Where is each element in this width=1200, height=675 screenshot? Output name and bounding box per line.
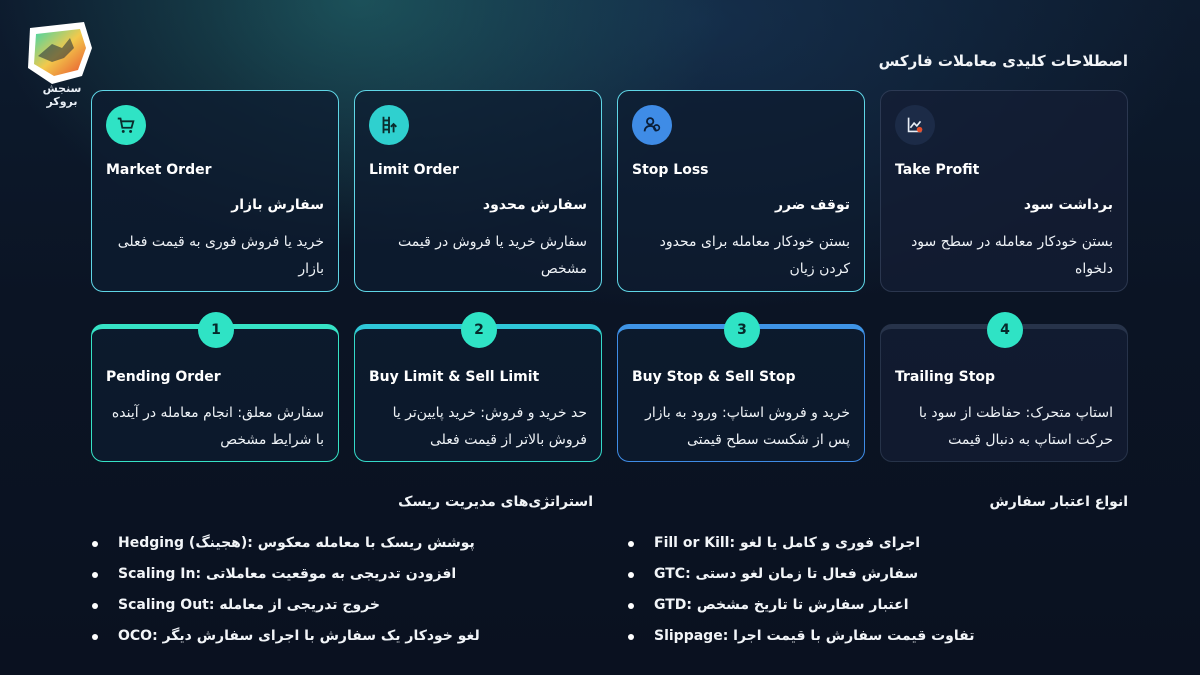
risk-section-title: استراتژی‌های مدیریت ریسک <box>398 494 593 510</box>
ladder-icon <box>369 105 409 145</box>
card-title-en: Buy Stop & Sell Stop <box>632 369 796 385</box>
step-number-badge: 2 <box>461 312 497 348</box>
list-item: GTD: اعتبار سفارش تا تاریخ مشخص <box>628 597 1108 628</box>
card-description: استاپ متحرک: حفاظت از سود با حرکت استاپ به دنبال قیمت <box>918 405 1113 448</box>
card-trailing-stop <box>880 324 1128 462</box>
chart-check-icon <box>895 105 935 145</box>
card-description: سفارش خرید یا فروش در قیمت مشخص <box>398 234 587 277</box>
card-limit-order <box>354 90 602 292</box>
risk-list <box>92 535 572 659</box>
page-title: اصطلاحات کلیدی معاملات فارکس <box>878 52 1128 70</box>
card-take-profit <box>880 90 1128 292</box>
cart-icon <box>106 105 146 145</box>
card-title-en: Market Order <box>106 162 212 178</box>
card-description: حد خرید و فروش: خرید پایین‌تر یا فروش بالاتر از قیمت فعلی <box>392 405 587 448</box>
card-title-fa: سفارش بازار <box>231 197 324 213</box>
card-description: سفارش معلق: انجام معامله در آینده با شرایط مشخص <box>111 405 324 448</box>
user-shield-icon <box>632 105 672 145</box>
list-item: GTC: سفارش فعال تا زمان لغو دستی <box>628 566 1108 597</box>
card-description: خرید یا فروش فوری به قیمت فعلی بازار <box>117 234 324 277</box>
list-item: Hedging (هجینگ): پوشش ریسک با معامله معکوس <box>92 535 572 566</box>
card-stop-loss <box>617 90 865 292</box>
validity-list <box>628 535 1108 659</box>
step-number-badge: 1 <box>198 312 234 348</box>
list-item: Slippage: تفاوت قیمت سفارش با قیمت اجرا <box>628 628 1108 659</box>
card-title-en: Limit Order <box>369 162 459 178</box>
list-item: Scaling Out: خروج تدریجی از معامله <box>92 597 572 628</box>
list-item: Fill or Kill: اجرای فوری و کامل یا لغو <box>628 535 1108 566</box>
card-description: خرید و فروش استاپ: ورود به بازار پس از شکست سطح قیمتی <box>645 405 850 448</box>
card-title-en: Trailing Stop <box>895 369 996 385</box>
card-title-fa: برداشت سود <box>1023 197 1113 213</box>
card-title-en: Stop Loss <box>632 162 709 178</box>
card-description: بستن خودکار معامله برای محدود کردن زیان <box>659 234 850 277</box>
list-item: Scaling In: افزودن تدریجی به موقعیت معاملاتی <box>92 566 572 597</box>
card-buy-sell-stop <box>617 324 865 462</box>
card-title-en: Take Profit <box>895 162 980 178</box>
list-item: OCO: لغو خودکار یک سفارش با اجرای سفارش دیگر <box>92 628 572 659</box>
logo-text: سنجش بروکر <box>42 82 82 108</box>
card-buy-sell-limit <box>354 324 602 462</box>
card-title-fa: توقف ضرر <box>774 197 850 213</box>
validity-section-title: انواع اعتبار سفارش <box>989 494 1128 510</box>
card-market-order <box>91 90 339 292</box>
card-title-fa: سفارش محدود <box>482 197 587 213</box>
card-title-en: Buy Limit & Sell Limit <box>369 369 540 385</box>
step-number-badge: 4 <box>987 312 1023 348</box>
step-number-badge: 3 <box>724 312 760 348</box>
card-pending-order <box>91 324 339 462</box>
card-description: بستن خودکار معامله در سطح سود دلخواه <box>911 234 1113 277</box>
card-title-en: Pending Order <box>106 369 221 385</box>
